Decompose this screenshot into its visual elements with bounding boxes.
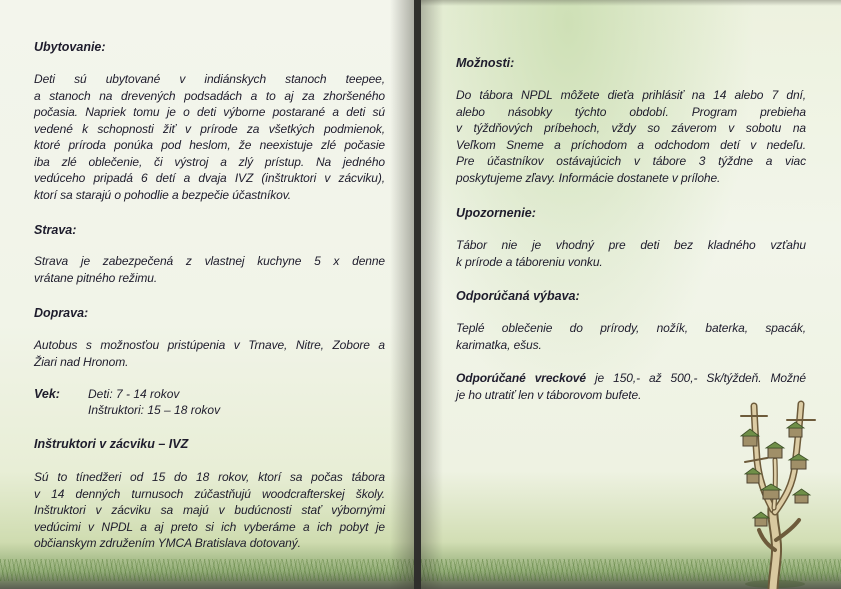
birdhouse [789,454,808,469]
vreckove-bold-lead: Odporúčané vreckové [456,371,586,385]
text-line: Autobus s možnosťou pristúpenia v Trnave, Nitre, Zobore a [34,338,385,352]
text-line [456,370,806,387]
heading-doprava: Doprava: [34,306,89,320]
paragraph-strava [34,253,385,286]
paragraph-ubytovanie [34,71,385,203]
heading-strava: Strava: [34,223,77,237]
text-line: ktorí sa starajú o pohodlie a bezpečie účastníkov. [34,187,291,202]
text-line: počasia. Napriek tomu je o deti výborne postarané a deti sú [34,105,385,119]
text-line: iba zlé oblečenie, či výstroj a zlý prístup. Na jedného [34,154,385,169]
text-line: vedené k schopnosti žiť v prírode za všetkých podmienok, [34,121,385,136]
birdhouse [766,442,784,458]
text-line: alebo násobky týchto období. Program prebieha [456,104,806,119]
text-line: a stanoch na drevených podsadách a to aj za zhoršeného [34,88,385,103]
heading-upozornenie: Upozornenie: [456,206,536,220]
text-line: Žiari nad Hronom. [34,354,129,369]
left-page [0,0,414,589]
text-line: Pre účastníkov ostávajúcich v tábore 3 týždne a viac [456,154,806,168]
gutter-shadow-right [421,0,443,589]
page-top-edge [421,0,841,6]
gutter-shadow-left [390,0,414,589]
text-line: je ho utratiť len v táborovom bufete. [456,387,642,402]
label-vek: Vek: [34,387,60,401]
text-line: Inštruktori v zácviku sa majú v budúcnosti stať výbornými [34,503,385,517]
text-line: v 14 denných turnusoch zúčastňujú woodcrafterskej školy. [34,486,385,501]
text-line: vedúcimi v NPDL a aj preto si ich vyberáme a ich pobyt je [34,519,385,534]
text-line: Deti sú ubytované v indiánskych stanoch teepee, [34,72,385,86]
text-line: vrátane pitného režimu. [34,270,158,285]
text-line: Teplé oblečenie do prírody, nožík, baterka, spacák, [456,321,806,335]
paragraph-moznosti [456,87,806,186]
grass-strip [0,559,414,581]
text-line: občianskym združením YMCA Bratislava dotovaný. [34,536,301,550]
birdhouse [753,512,769,526]
paragraph-vreckove [456,370,806,403]
birdhouse [793,489,810,503]
text-line: karimatka, ešus. [456,337,542,352]
heading-vybava: Odporúčaná výbava: [456,289,580,303]
age-instructors: Inštruktori: 15 – 18 rokov [88,403,221,417]
text-line: Strava je zabezpečená z vlastnej kuchyne 5 x denne [34,254,385,268]
vreckove-rest: je 150,- až 500,- Sk/týždeň. Možné [585,371,806,385]
paragraph-upozornenie [456,237,806,270]
text-line: Do tábora NPDL môžete dieťa prihlásiť na 14 alebo 7 dní, [456,88,806,102]
text-line: Sú to tínedžeri od 15 do 18 rokov, ktorí sa počas tábora [34,470,385,484]
text-line: ktoré príroda ponúka pod heslom, že neexistuje zlé počasie [34,138,385,152]
heading-ubytovanie: Ubytovanie: [34,40,106,54]
text-line: Tábor nie je vhodný pre deti bez kladného vzťahu [456,238,806,252]
paragraph-vybava [456,320,806,353]
tree-sculpture-illustration [735,400,830,589]
right-page [421,0,841,589]
heading-ivz: Inštruktori v zácviku – IVZ [34,437,189,451]
age-children: Deti: 7 - 14 rokov [88,387,180,401]
paragraph-doprava [34,337,385,370]
text-line: poskytujeme zľavy. Informácie dostanete v prílohe. [456,170,721,185]
text-line: k prírode a táboreniu vonku. [456,254,603,269]
paragraph-ivz [34,469,385,552]
text-line: v týždňových príbehoch, vždy so záverom v sobotu na [456,121,806,135]
text-line: Veľkom Sneme a príchodom a odchodom detí v nedeľu. [456,137,806,152]
heading-moznosti: Možnosti: [456,56,515,70]
text-line: vedúceho pripadá 6 detí a dvaja IVZ (inštruktori v zácviku), [34,171,385,185]
